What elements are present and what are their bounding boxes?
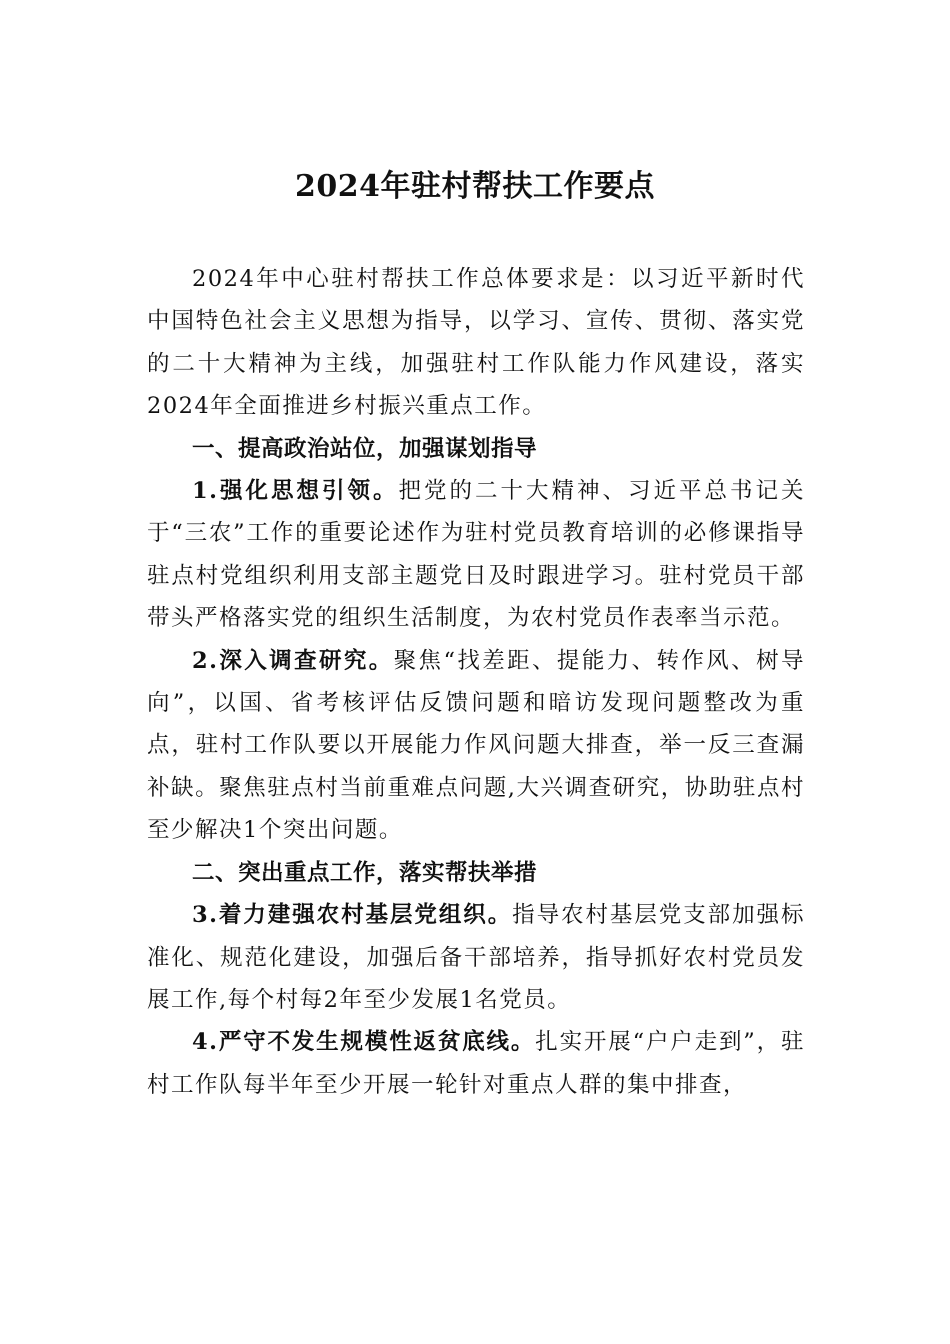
item-4-paragraph <box>147 1021 805 1106</box>
item-3-paragraph <box>147 894 805 1021</box>
item-1-lead: 1.强化思想引领。 <box>192 478 399 505</box>
document-title: 2024年驻村帮扶工作要点 <box>295 169 655 204</box>
item-1-paragraph <box>147 470 805 640</box>
item-1-text: 把党的二十大精神、习近平总书记关于“三农”工作的重要论述作为驻村党员教育培训的必修课指导驻点村党组织利用支部主题党日及时跟进学习。驻村党员干部带头严格落实党的组织生活制度，为农村党员作表率当示范。 <box>147 478 805 632</box>
intro-paragraph: 2024年中心驻村帮扶工作总体要求是：以习近平新时代中国特色社会主义思想为指导，以学习、宣传、贯彻、落实党的二十大精神为主线，加强驻村工作队能力作风建设，落实2024年全面推进乡村振兴重点工作。 <box>147 266 805 420</box>
section-2-heading: 二、突出重点工作，落实帮扶举措 <box>192 859 538 886</box>
document-body <box>147 258 805 1106</box>
item-4-lead: 4.严守不发生规模性返贫底线。 <box>192 1029 536 1056</box>
item-3-text: 指导农村基层党支部加强标准化、规范化建设，加强后备干部培养，指导抓好农村党员发展工作,每个村每2年至少发展1名党员。 <box>147 902 805 1013</box>
item-2-text: 聚焦“找差距、提能力、转作风、树导向”，以国、省考核评估反馈问题和暗访发现问题整改为重点，驻村工作队要以开展能力作风问题大排查，举一反三查漏补缺。聚焦驻点村当前重难点问题,大兴调查研究，协助驻点村至少解决1个突出问题。 <box>147 647 805 844</box>
item-3-lead: 3.着力建强农村基层党组织。 <box>192 902 513 929</box>
item-2-paragraph <box>147 640 805 852</box>
item-2-lead: 2.深入调查研究。 <box>192 647 394 674</box>
section-1-heading: 一、提高政治站位，加强谋划指导 <box>192 435 538 462</box>
item-4-text: 扎实开展“户户走到”，驻村工作队每半年至少开展一轮针对重点人群的集中排查， <box>147 1029 805 1098</box>
